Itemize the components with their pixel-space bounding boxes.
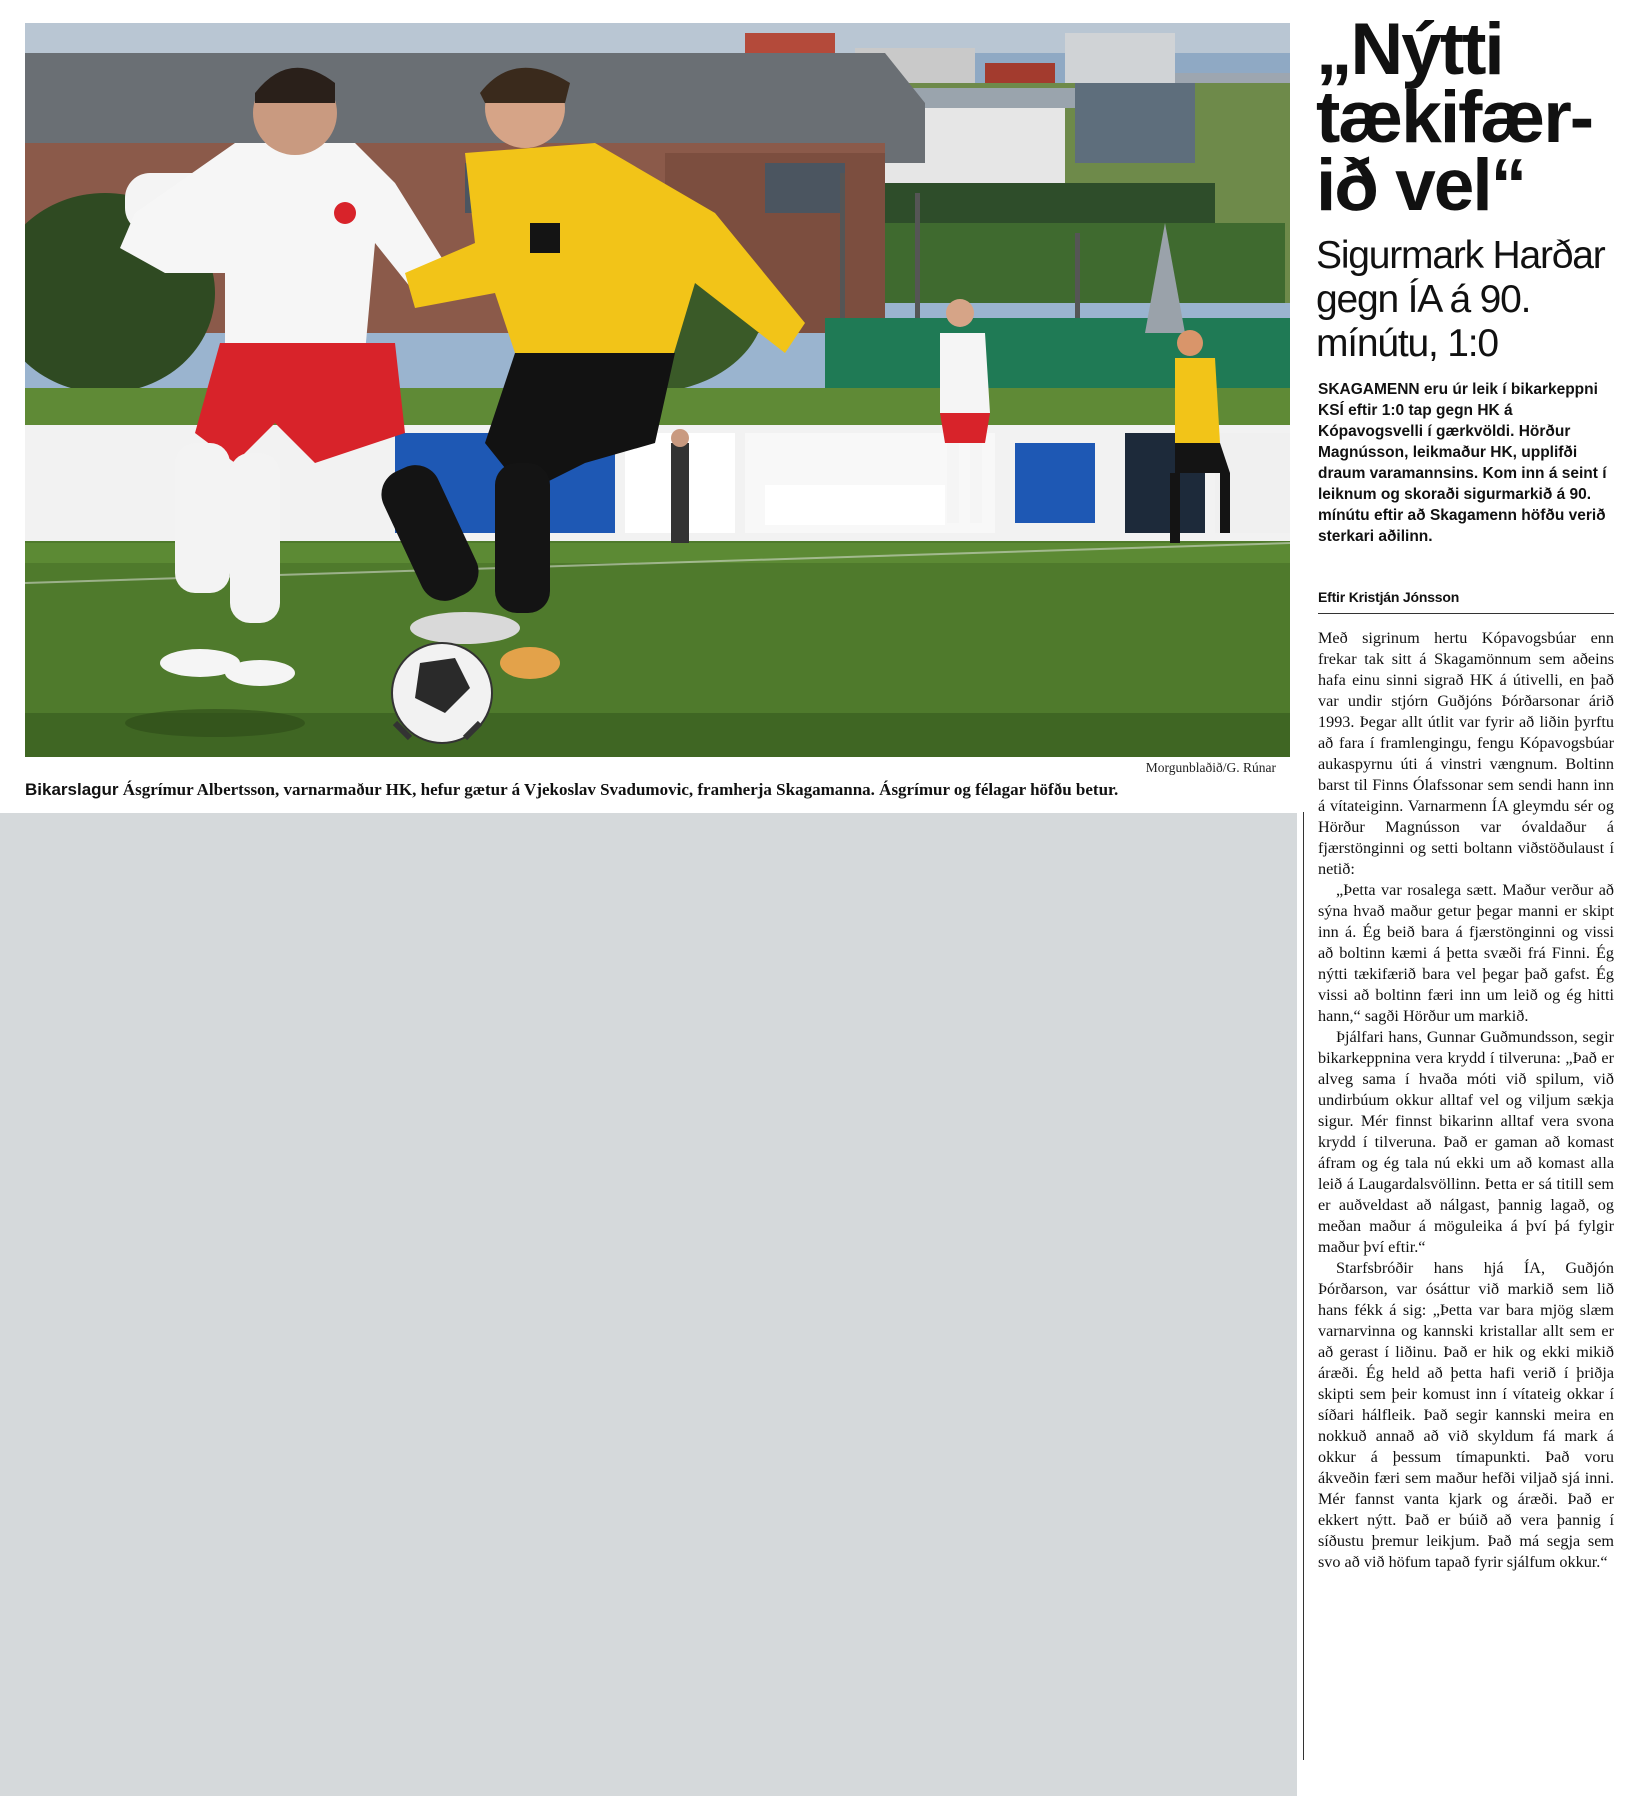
photo-caption <box>25 778 1290 802</box>
match-photo <box>25 23 1290 757</box>
headline-line-3: ið vel“ <box>1316 145 1526 226</box>
empty-page-area <box>0 813 1297 1796</box>
headline-line-2: tækifær- <box>1316 77 1593 158</box>
body-paragraph: Þjálfari hans, Gunnar Guðmundsson, segir bikarkeppnina vera krydd í tilveruna: „Það er alveg sama í hvaða móti við spilum, við undirbúum okkur alltaf vel og viljum sækja sigur. Mér finnst bikarinn alltaf vera svona krydd í tilveruna. Það er gaman að komast áfram og ég tala nú ekki um að komast alla leið á Laugardalsvöllinn. Þetta er sá titill sem er auðveldast að nálgast, þannig lagað, og meðan maður á möguleika á því þá fylgir maður því eftir.“ <box>1318 1028 1614 1256</box>
article-body <box>1318 628 1614 1573</box>
caption-label: Bikarslagur <box>25 780 119 799</box>
body-paragraph: Með sigrinum hertu Kópavogsbúar enn frekar tak sitt á Skagamönnum sem aðeins hafa einu sinni sigrað HK á útivelli, en það var undir stjórn Guðjóns Þórðarsonar árið 1993. Þegar allt útlit var fyrir að liðin þyrftu að fara í framlengingu, fengu Kópavogsbúar aukaspyrnu úti á vinstri vængnum. Boltinn barst til Finns Ólafssonar sem sendi hann inn á vítateiginn. Varnarmenn ÍA gleymdu sér og Hörður Magnússon var óvaldaður á fjærstönginni og setti boltann viðstöðulaust í netið: <box>1318 629 1614 878</box>
photo-credit: Morgunblaðið/G. Rúnar <box>1145 760 1276 775</box>
byline: Eftir Kristján Jónsson <box>1318 589 1614 614</box>
headline-line-1: „Nýtti <box>1316 9 1503 90</box>
column-rule <box>1303 812 1304 1760</box>
headline <box>1316 9 1626 226</box>
subheadline: Sigurmark Harðar gegn ÍA á 90. mínútu, 1:0 <box>1316 234 1605 365</box>
caption-text: Ásgrímur Albertsson, varnarmaður HK, hefur gætur á Vjekoslav Svadumovic, framherja Skagamanna. Ásgrímur og félagar höfðu betur. <box>118 780 1119 799</box>
body-paragraph: Starfsbróðir hans hjá ÍA, Guðjón Þórðarson, var ósáttur við markið sem lið hans fékk á sig: „Þetta var bara mjög slæm varnarvinna og kannski kristallar allt sem er að gerast í liðinu. Það er hik og ekki mikið áræði. Ég held að þetta hafi verið í þriðja skipti sem þeir komust inn í vítateig okkar í síðari hálfleik. Það segir kannski meira en nokkuð annað að við skyldum fá mark á okkur á þessum tímapunkti. Það voru ákveðin færi sem maður hefði viljað sjá inni. Mér fannst vanta kjark og áræði. Það er ekkert nýtt. Það er búið að vera þannig í síðustu þremur leikjum. Það má segja sem svo að við höfum tapað fyrir sjálfum okkur.“ <box>1318 1259 1614 1571</box>
lead-paragraph: SKAGAMENN eru úr leik í bikarkeppni KSÍ eftir 1:0 tap gegn HK á Kópavogsvelli í gærkvöldi. Hörður Magnússon, leikmaður HK, upplifði draum varamannsins. Kom inn á seint í leiknum og skoraði sigurmarkið á 90. mínútu eftir að Skagamenn höfðu verið sterkari aðilinn. <box>1318 381 1607 545</box>
body-paragraph: „Þetta var rosalega sætt. Maður verður að sýna hvað maður getur þegar manni er skipt inn á. Ég beið bara á fjærstönginni og vissi að boltinn kæmi á þetta svæði frá Finni. Ég nýtti tækifærið bara vel þegar það gafst. Ég vissi að boltinn færi inn um leið og ég hitti hann,“ sagði Hörður um markið. <box>1318 881 1614 1025</box>
